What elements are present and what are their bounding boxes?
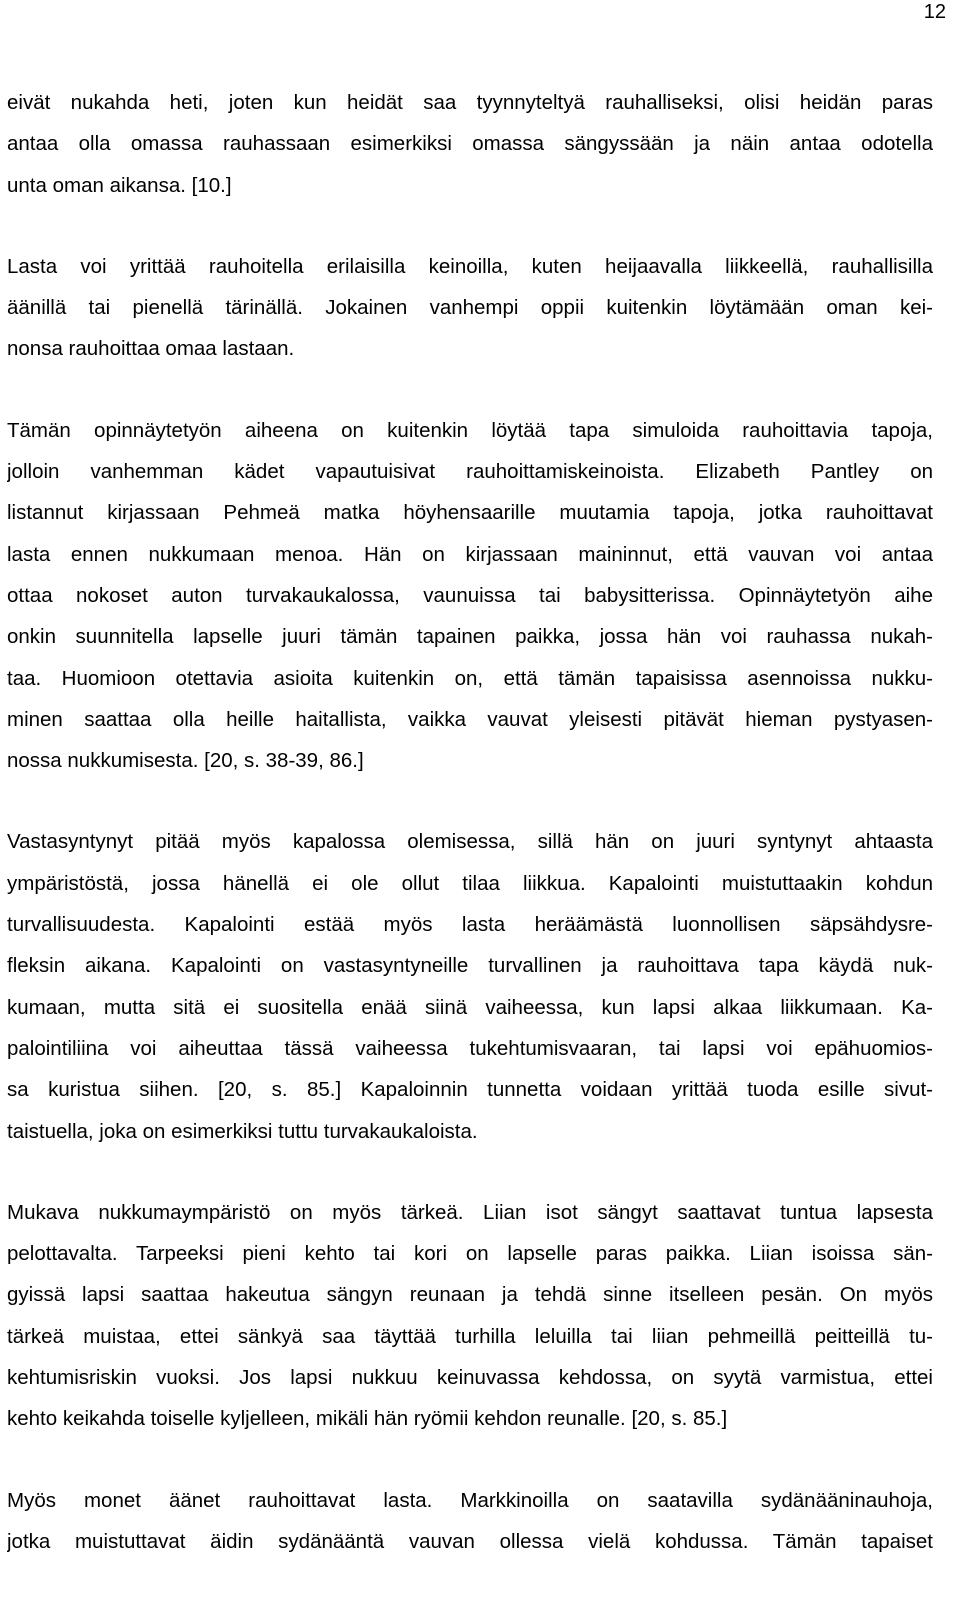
paragraph (7, 821, 933, 1151)
document-body (7, 82, 933, 1602)
text-line: unta oman aikansa. [10.] (7, 173, 232, 197)
text-line: kehtumisriskin vuoksi. Jos lapsi nukkuu keinuvassa kehdossa, on syytä varmistua, ettei (7, 1366, 933, 1390)
paragraph (7, 82, 933, 206)
text-line: tärkeä muistaa, ettei sänkyä saa täyttää turhilla leluilla tai liian pehmeillä peitteillä tu- (7, 1324, 933, 1348)
text-line: nonsa rauhoittaa omaa lastaan. (7, 337, 295, 361)
text-line: fleksin aikana. Kapalointi on vastasyntyneille turvallinen ja rauhoittava tapa käydä nuk- (7, 954, 933, 978)
text-line: kehto keikahda toiselle kyljelleen, mikäli hän ryömii kehdon reunalle. [20, s. 85.] (7, 1407, 728, 1431)
paragraph (7, 246, 933, 370)
text-line: minen saattaa olla heille haitallista, vaikka vauvat yleisesti pitävät hieman pystyasen- (7, 707, 933, 731)
text-line: turvallisuudesta. Kapalointi estää myös lasta heräämästä luonnollisen säpsähdysre- (7, 913, 933, 937)
paragraph (7, 1480, 933, 1563)
paragraph (7, 1192, 933, 1440)
text-line: jotka muistuttavat äidin sydänääntä vauvan ollessa vielä kohdussa. Tämän tapaiset (7, 1529, 933, 1553)
text-line: taistuella, joka on esimerkiksi tuttu turvakaukaloista. (7, 1119, 478, 1143)
text-line: palointiliina voi aiheuttaa tässä vaiheessa tukehtumisvaaran, tai lapsi voi epähuomios- (7, 1036, 933, 1060)
text-line: Mukava nukkumaympäristö on myös tärkeä. Liian isot sängyt saattavat tuntua lapsesta (7, 1200, 933, 1224)
text-line: pelottavalta. Tarpeeksi pieni kehto tai kori on lapselle paras paikka. Liian isoissa sän- (7, 1242, 933, 1266)
text-line: nossa nukkumisesta. [20, s. 38-39, 86.] (7, 749, 364, 773)
text-line: eivät nukahda heti, joten kun heidät saa tyynnyteltyä rauhalliseksi, olisi heidän paras (7, 91, 933, 114)
text-line: jolloin vanhemman kädet vapautuisivat rauhoittamiskeinoista. Elizabeth Pantley on (7, 460, 933, 484)
text-line: kumaan, mutta sitä ei suositella enää siinä vaiheessa, kun lapsi alkaa liikkumaan. Ka- (7, 995, 933, 1019)
text-line: antaa olla omassa rauhassaan esimerkiksi omassa sängyssään ja näin antaa odotella (7, 132, 933, 156)
text-line: Tämän opinnäytetyön aiheena on kuitenkin löytää tapa simuloida rauhoittavia tapoja, (7, 418, 933, 442)
text-line: gyissä lapsi saattaa hakeutua sängyn reunaan ja tehdä sinne itselleen pesän. On myös (7, 1283, 933, 1307)
text-line: ympäristöstä, jossa hänellä ei ole ollut tilaa liikkua. Kapalointi muistuttaakin kohdun (7, 871, 933, 895)
text-line: Lasta voi yrittää rauhoitella erilaisilla keinoilla, kuten heijaavalla liikkeellä, rauhallisilla (7, 254, 933, 278)
text-line: listannut kirjassaan Pehmeä matka höyhensaarille muutamia tapoja, jotka rauhoittavat (7, 501, 933, 525)
text-line: Vastasyntynyt pitää myös kapalossa olemisessa, sillä hän on juuri syntynyt ahtaasta (7, 830, 933, 854)
text-line: sa kuristua siihen. [20, s. 85.] Kapaloinnin tunnetta voidaan yrittää tuoda esille sivut- (7, 1078, 933, 1102)
text-line: onkin suunnitella lapselle juuri tämän tapainen paikka, jossa hän voi rauhassa nukah- (7, 625, 933, 649)
text-line: äänillä tai pienellä tärinällä. Jokainen vanhempi oppii kuitenkin löytämään oman kei- (7, 296, 933, 320)
text-line: ottaa nokoset auton turvakaukalossa, vaunuissa tai babysitterissa. Opinnäytetyön aihe (7, 583, 933, 607)
text-line: Myös monet äänet rauhoittavat lasta. Markkinoilla on saatavilla sydänääninauhoja, (7, 1488, 933, 1512)
paragraph (7, 410, 933, 782)
text-line: lasta ennen nukkumaan menoa. Hän on kirjassaan maininnut, että vauvan voi antaa (7, 542, 933, 566)
page-number: 12 (923, 1, 946, 23)
text-line: taa. Huomioon otettavia asioita kuitenkin on, että tämän tapaisissa asennoissa nukku- (7, 666, 933, 690)
